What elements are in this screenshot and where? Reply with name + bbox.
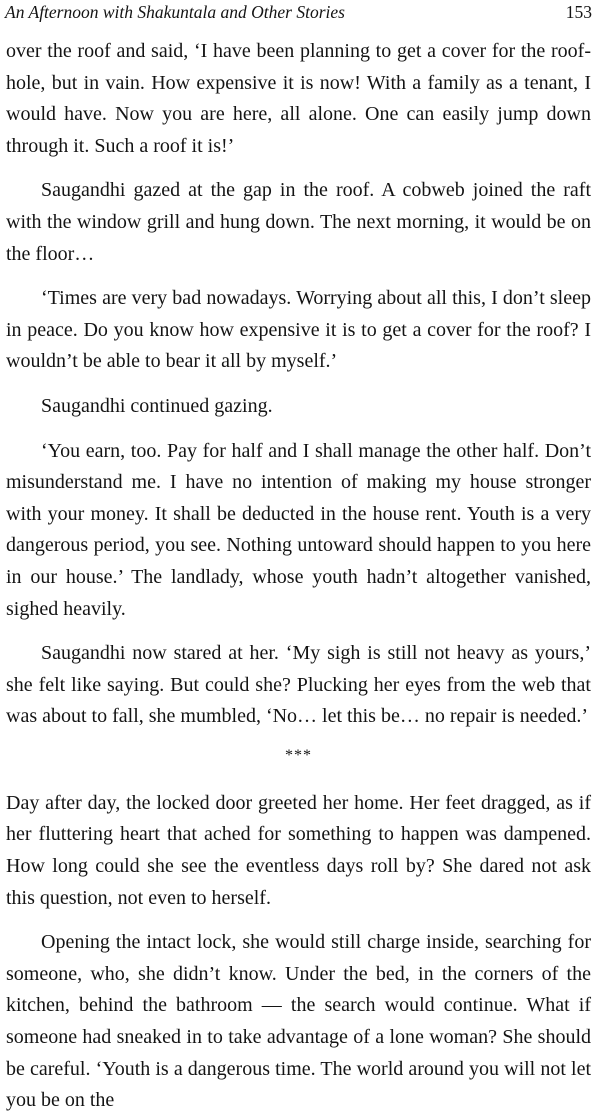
paragraph: ‘You earn, too. Pay for half and I shall manage the other half. Don’t misunderstand me. I have no intention of making my house stronger with your money. It shall be deducted in the house rent. Youth is a very dangerous period, you see. Nothing untoward should happen to you here in our house.’ The landlady, whose youth hadn’t altogether vanished, sighed heavily. [6,439,591,620]
paragraph: Saugandhi continued gazing. [41,394,273,417]
paragraph: Opening the intact lock, she would still charge inside, searching for someone, who, she didn’t know. Under the bed, in the corners of the kitchen, behind the bathroom — the search would continue. What if someone had sneaked in to take advantage of a lone woman? She should be careful. ‘Youth is a dangerous time. The world around you will not let you be on the [6,931,591,1112]
paragraph: Saugandhi gazed at the gap in the roof. A cobweb joined the raft with the window grill and hung down. The next morning, it would be on the floor… [6,179,591,265]
page-number: 153 [565,2,592,22]
paragraph-section-start: Day after day, the locked door greeted her home. Her feet dragged, as if her fluttering heart that ached for something to happen was dampened. How long could she see the eventless days roll by? She dared not ask this question, not even to herself. [6,791,591,909]
body-text [6,36,591,1117]
page-header [5,2,592,28]
scene-break: *** [285,746,312,764]
paragraph: Saugandhi now stared at her. ‘My sigh is still not heavy as yours,’ she felt like saying. But could she? Plucking her eyes from the web that was about to fall, she mumbled, ‘No… let this be… no repair is needed.’ [6,642,591,728]
running-title: An Afternoon with Shakuntala and Other Stories [5,2,345,22]
paragraph: ‘Times are very bad nowadays. Worrying about all this, I don’t sleep in peace. Do you know how expensive it is to get a cover for the roof? I wouldn’t be able to bear it all by myself.’ [6,287,591,373]
paragraph-continued: over the roof and said, ‘I have been planning to get a cover for the roof-hole, but in vain. How expensive it is now! With a family as a tenant, I would have. Now you are here, all alone. One can easily jump down through it. Such a roof it is!’ [6,40,591,157]
